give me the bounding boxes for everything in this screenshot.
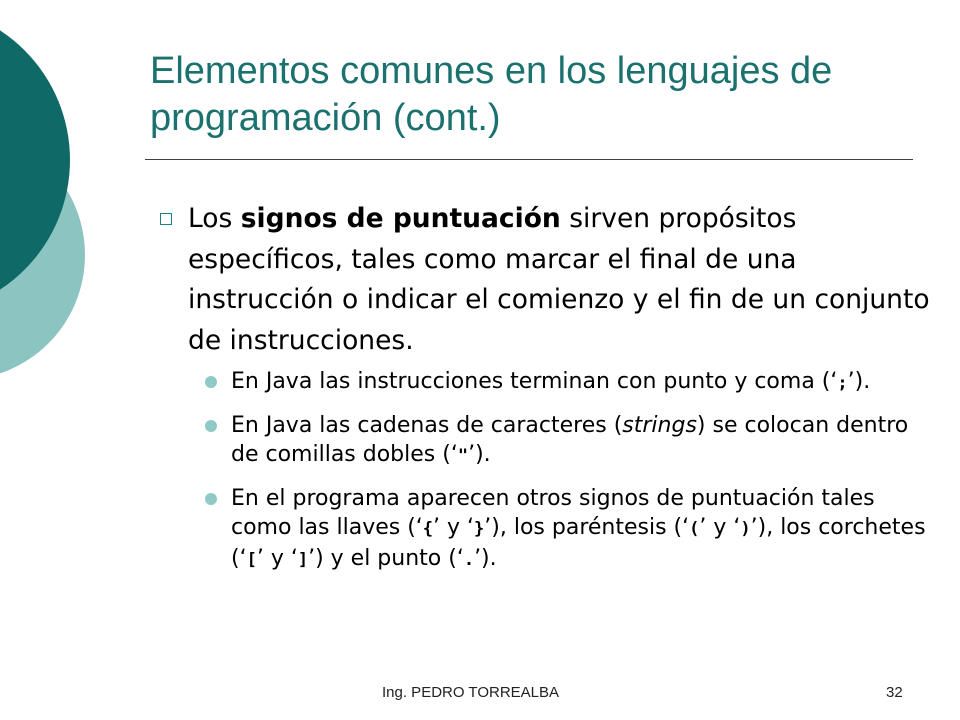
title-underline — [145, 159, 913, 160]
sub-text: En el programa aparecen otros signos de puntuación tales como las llaves (‘ — [231, 486, 875, 540]
sub-text: ’ y ‘ — [699, 515, 741, 540]
sub-text: En Java las instrucciones terminan con punto y coma (‘ — [231, 369, 838, 394]
main-bullet — [160, 199, 930, 361]
footer-author: Ing. PEDRO TORREALBA — [382, 684, 560, 701]
sub-text: ’ y ‘ — [433, 515, 475, 540]
punctuation-glyph: ] — [297, 550, 309, 570]
dot-bullet-icon — [205, 420, 217, 432]
sub-text-italic: strings — [622, 413, 697, 438]
punctuation-glyph: { — [422, 519, 434, 539]
punctuation-glyph: [ — [246, 550, 257, 570]
sub-bullet-strings — [160, 411, 930, 471]
sub-text: ’) y el punto (‘ — [308, 546, 464, 571]
page-number: 32 — [886, 684, 903, 701]
dot-bullet-icon — [205, 376, 217, 388]
sub-text: ’ y ‘ — [256, 546, 298, 571]
punctuation-glyph: ) — [740, 519, 751, 539]
dot-bullet-icon — [205, 493, 217, 505]
main-bullet-lead: Los — [188, 203, 241, 234]
punctuation-glyph: . — [463, 550, 475, 570]
sub-text: En Java las cadenas de caracteres ( — [231, 413, 623, 438]
punctuation-glyph: ; — [837, 373, 848, 393]
sub-text: ’). — [474, 546, 497, 571]
sub-text: ) se colocan dentro de comillas dobles (‘ — [231, 413, 909, 467]
sub-text: ’). — [847, 369, 871, 394]
main-bullet-bold: signos de puntuación — [240, 203, 561, 234]
decorative-circles — [0, 0, 120, 400]
sub-bullet-semicolon — [160, 367, 930, 398]
main-bullet-rest: sirven propósitos específicos, tales como marcar el final de una instrucción o indicar el comienzo y el fin de un conjunto de instrucciones. — [188, 203, 930, 356]
sub-bullet-list — [160, 367, 930, 575]
sub-bullet-other-signs — [160, 484, 930, 575]
square-bullet-icon — [160, 213, 172, 225]
sub-text: ’), los paréntesis (‘ — [484, 515, 690, 540]
punctuation-glyph: ( — [689, 519, 700, 539]
slide-title: Elementos comunes en los lenguajes de programación (cont.) — [150, 50, 833, 139]
slide-body — [160, 199, 930, 588]
punctuation-glyph: } — [474, 519, 485, 539]
sub-text: ’), los corchetes (‘ — [231, 515, 926, 571]
sub-text: ’). — [468, 442, 491, 467]
punctuation-glyph: " — [457, 446, 469, 466]
